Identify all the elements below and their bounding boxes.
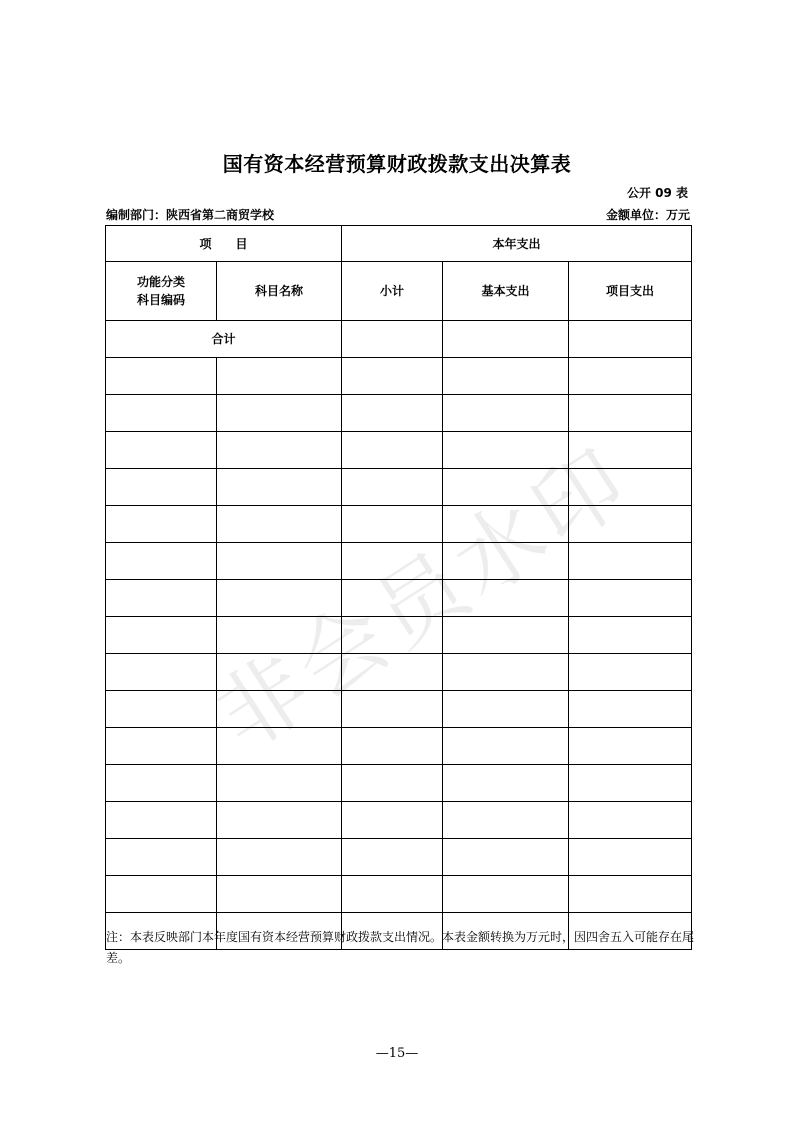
table-row (106, 543, 692, 580)
table-cell (342, 839, 443, 876)
form-code: 公开 09 表 (626, 186, 688, 200)
table-cell (569, 802, 692, 839)
table-cell (569, 469, 692, 506)
total-subtotal-cell (342, 321, 443, 358)
table-cell (106, 432, 217, 469)
table-cell (443, 691, 569, 728)
table-cell (443, 506, 569, 543)
table-cell (569, 728, 692, 765)
table-cell (569, 876, 692, 913)
header-row-1 (106, 226, 692, 262)
table-cell (569, 543, 692, 580)
table-cell (569, 617, 692, 654)
table-cell (106, 691, 217, 728)
table-cell (569, 580, 692, 617)
table-cell (569, 506, 692, 543)
header-current-year: 本年支出 (342, 226, 692, 262)
table-cell (443, 395, 569, 432)
table-cell (106, 395, 217, 432)
table-cell (443, 358, 569, 395)
table-cell (217, 617, 342, 654)
table-cell (342, 691, 443, 728)
table-cell (342, 432, 443, 469)
table-cell (217, 395, 342, 432)
table-cell (342, 580, 443, 617)
table-row (106, 580, 692, 617)
table-cell (106, 765, 217, 802)
table-cell (443, 728, 569, 765)
table-cell (106, 839, 217, 876)
table-cell (217, 469, 342, 506)
table-cell (443, 469, 569, 506)
table-cell (217, 432, 342, 469)
table-cell (443, 543, 569, 580)
table-cell (106, 543, 217, 580)
table-cell (569, 432, 692, 469)
table-cell (443, 839, 569, 876)
table-row (106, 395, 692, 432)
table-cell (342, 617, 443, 654)
table-cell (569, 691, 692, 728)
table-cell (569, 654, 692, 691)
table-row (106, 765, 692, 802)
table-cell (443, 654, 569, 691)
table-cell (443, 765, 569, 802)
table-cell (217, 506, 342, 543)
table-row (106, 691, 692, 728)
table-cell (217, 802, 342, 839)
table-cell (342, 765, 443, 802)
table-cell (217, 654, 342, 691)
table-cell (569, 839, 692, 876)
header-item: 项 目 (106, 226, 342, 262)
table-cell (569, 358, 692, 395)
total-basic-cell (443, 321, 569, 358)
table-row (106, 839, 692, 876)
table-cell (342, 876, 443, 913)
table-cell (443, 432, 569, 469)
table-cell (443, 580, 569, 617)
table-cell (342, 469, 443, 506)
table-cell (217, 543, 342, 580)
table-row (106, 432, 692, 469)
table-cell (217, 765, 342, 802)
table-cell (106, 580, 217, 617)
table-cell (106, 358, 217, 395)
table-cell (443, 876, 569, 913)
total-label: 合计 (106, 321, 342, 358)
page-number: —15— (375, 1046, 419, 1061)
table-cell (342, 654, 443, 691)
table-cell (569, 395, 692, 432)
header-func-code-line2: 科目编码 (136, 293, 185, 307)
header-func-code-line1: 功能分类 (136, 275, 185, 289)
header-row-2 (106, 262, 692, 321)
compiling-department: 编制部门：陕西省第二商贸学校 (106, 208, 275, 222)
table-cell (443, 617, 569, 654)
table-row (106, 469, 692, 506)
header-basic: 基本支出 (443, 262, 569, 321)
total-project-cell (569, 321, 692, 358)
table-cell (106, 617, 217, 654)
table-cell (569, 765, 692, 802)
table-cell (217, 358, 342, 395)
table-row (106, 876, 692, 913)
table-cell (106, 876, 217, 913)
table-row (106, 506, 692, 543)
header-project: 项目支出 (569, 262, 692, 321)
amount-unit: 金额单位：万元 (605, 208, 690, 222)
watermark-text: 非会员水印 (198, 427, 649, 770)
table-cell (217, 839, 342, 876)
header-subtotal: 小计 (342, 262, 443, 321)
table-cell (443, 802, 569, 839)
table-row (106, 728, 692, 765)
document-title: 国有资本经营预算财政拨款支出决算表 (222, 152, 572, 176)
table-row (106, 617, 692, 654)
table-cell (217, 876, 342, 913)
table-cell (342, 506, 443, 543)
table-cell (106, 506, 217, 543)
table-cell (342, 543, 443, 580)
table-row (106, 358, 692, 395)
table-cell (342, 802, 443, 839)
table-cell (342, 728, 443, 765)
total-row (106, 321, 692, 358)
table-cell (342, 358, 443, 395)
table-cell (106, 654, 217, 691)
table-cell (106, 802, 217, 839)
table-cell (106, 728, 217, 765)
expenditure-table (105, 225, 692, 950)
table-cell (217, 728, 342, 765)
table-cell (217, 691, 342, 728)
header-func-code (106, 262, 217, 321)
table-note: 注：本表反映部门本年度国有资本经营预算财政拨款支出情况。本表金额转换为万元时，因四舍五入可能存在尾差。 (106, 930, 695, 965)
table-cell (217, 580, 342, 617)
table-cell (342, 395, 443, 432)
table-row (106, 654, 692, 691)
header-subject-name: 科目名称 (217, 262, 342, 321)
table-row (106, 802, 692, 839)
table-cell (106, 469, 217, 506)
